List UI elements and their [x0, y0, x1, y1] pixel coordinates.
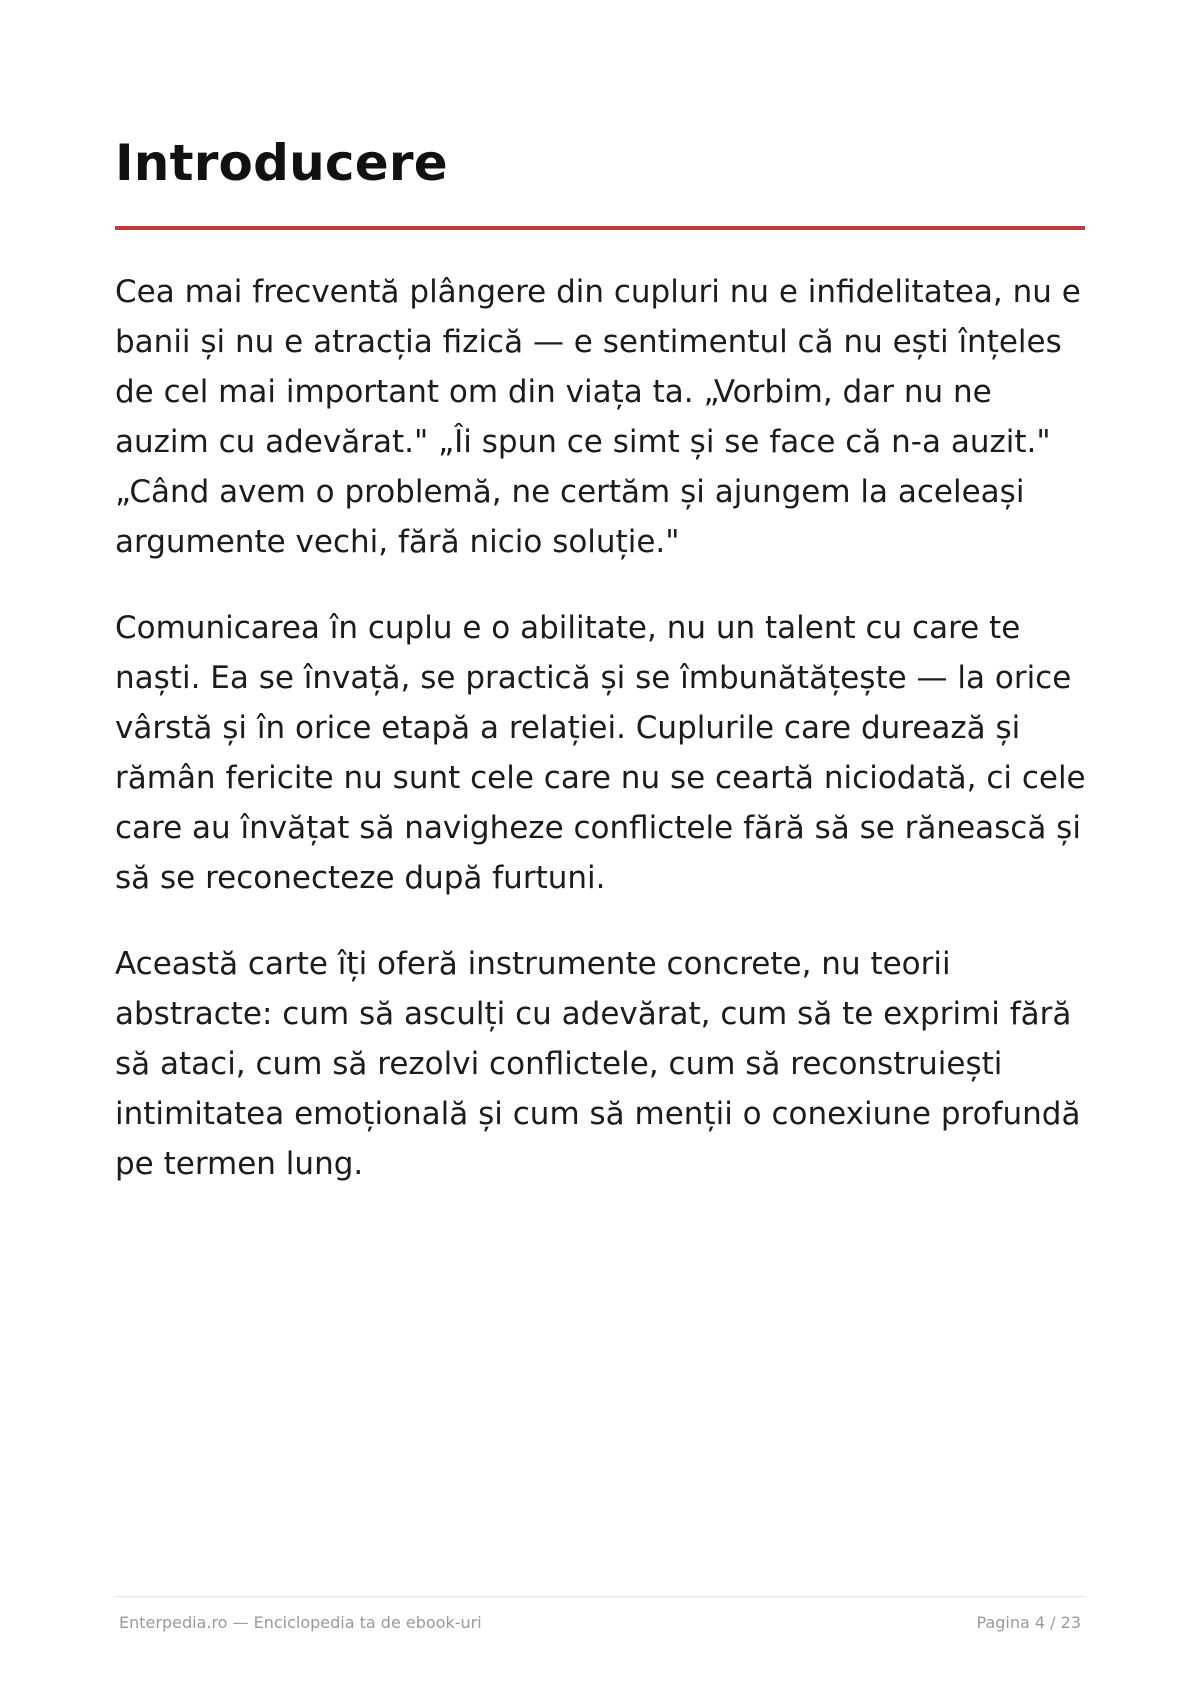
footer-page-number: Pagina 4 / 23 — [976, 1613, 1081, 1632]
paragraph-1: Cea mai frecventă plângere din cupluri nu e infidelitatea, nu e banii și nu e atracția fizică — e sentimentul că nu ești înțeles de cel mai important om din viața ta. „Vorbim, dar nu ne auzim cu adevărat." „Îi spun ce simt și se face că n-a auzit." „Când avem o problemă, ne certăm și ajungem la aceleași argumente vechi, fără nicio soluție." — [115, 274, 1081, 560]
body-text — [115, 267, 1095, 1225]
paragraph-3: Această carte îți oferă instrumente concrete, nu teorii abstracte: cum să asculți cu adevărat, cum să te exprimi fără să ataci, cum să rezolvi conflictele, cum să reconstruiești intimitatea emoțională și cum să menții o conexiune profundă pe termen lung. — [115, 946, 1081, 1182]
title-divider — [115, 226, 1085, 230]
footer-divider — [115, 1596, 1085, 1597]
document-page — [115, 0, 1085, 1683]
page-title: Introducere — [115, 134, 448, 192]
footer-site-name: Enterpedia.ro — Enciclopedia ta de ebook-uri — [119, 1613, 482, 1632]
paragraph-2: Comunicarea în cuplu e o abilitate, nu un talent cu care te naști. Ea se învață, se practică și se îmbunătățește — la orice vârstă și în orice etapă a relației. Cuplurile care durează și rămân fericite nu sunt cele care nu se ceartă niciodată, ci cele care au învățat să navigheze conflictele fără să se rănească și să se reconecteze după furtuni. — [115, 610, 1086, 896]
